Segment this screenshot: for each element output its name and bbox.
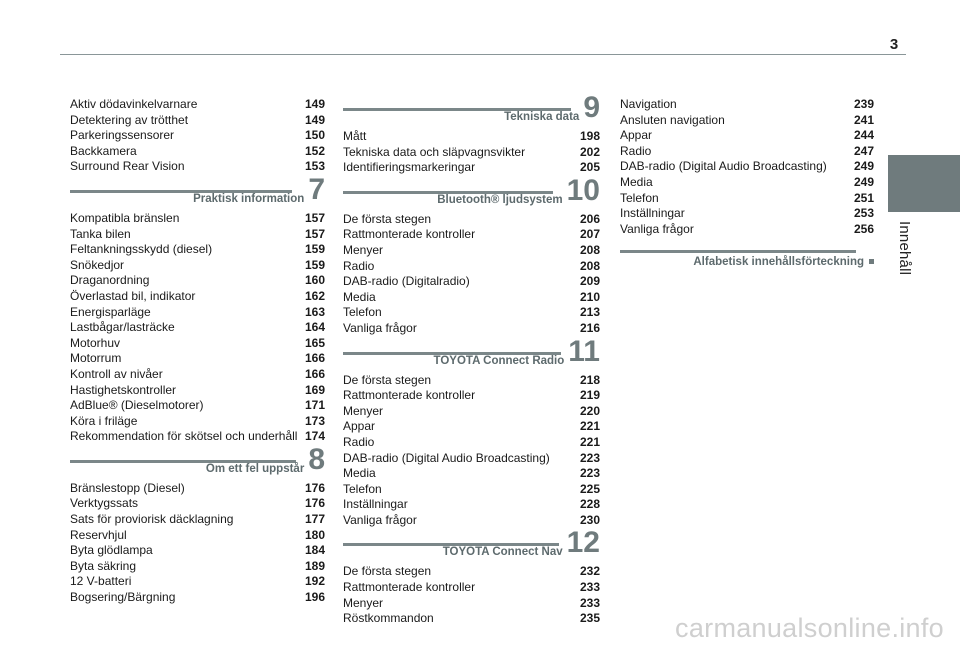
- toc-entry-page: 159: [304, 242, 325, 257]
- toc-entry-label: Motorhuv: [70, 335, 121, 350]
- toc-entry-page: 157: [304, 210, 325, 225]
- toc-entry-label: DAB-radio (Digital Audio Broadcasting): [343, 450, 550, 465]
- section-number: 7: [308, 172, 325, 206]
- toc-entry[interactable]: [70, 336, 325, 352]
- toc-entry[interactable]: [70, 144, 325, 160]
- toc-entry[interactable]: [70, 398, 325, 414]
- section-title: TOYOTA Connect Radio: [433, 354, 565, 367]
- toc-entry[interactable]: [343, 482, 600, 498]
- toc-entry[interactable]: [620, 222, 874, 238]
- top-rule: [60, 54, 906, 55]
- toc-entry-label: Rekommendation för skötsel och underhåll: [70, 429, 298, 444]
- toc-entry[interactable]: [620, 175, 874, 191]
- toc-entry[interactable]: [70, 429, 325, 445]
- toc-entry-label: Radio: [343, 258, 375, 273]
- toc-entry-page: 159: [304, 257, 325, 272]
- toc-entry[interactable]: [70, 273, 325, 289]
- toc-entry-label: Draganordning: [70, 273, 150, 288]
- toc-entry-label: Feltankningsskydd (diesel): [70, 242, 213, 257]
- toc-entry[interactable]: [70, 242, 325, 258]
- toc-entry-label: De första stegen: [343, 211, 432, 226]
- toc-entry-label: Telefon: [343, 305, 382, 320]
- toc-entry-label: Överlastad bil, indikator: [70, 288, 196, 303]
- chapter-tab: [888, 155, 960, 212]
- toc-entry[interactable]: [343, 404, 600, 420]
- toc-entry-page: 165: [304, 335, 325, 350]
- toc-entry-label: Energisparläge: [70, 304, 151, 319]
- section-number: 11: [568, 334, 600, 368]
- toc-entry[interactable]: [343, 513, 600, 529]
- toc-entry-label: Radio: [620, 143, 652, 158]
- chapter-tab-label: Innehåll: [896, 221, 913, 276]
- toc-entry-page: 166: [304, 366, 325, 381]
- toc-entry-label: Tekniska data och släpvagnsvikter: [343, 144, 526, 159]
- toc-entry-label: Telefon: [343, 481, 382, 496]
- toc-entry[interactable]: [343, 611, 600, 627]
- toc-entry-page: 253: [853, 206, 874, 221]
- toc-entry-label: Reservhjul: [70, 527, 127, 542]
- toc-entry[interactable]: [70, 528, 325, 544]
- toc-entry[interactable]: [70, 367, 325, 383]
- toc-entry[interactable]: [620, 128, 874, 144]
- toc-entry-label: Köra i friläge: [70, 413, 138, 428]
- toc-entry-page: 223: [579, 450, 600, 465]
- toc-entry-label: Bränslestopp (Diesel): [70, 480, 185, 495]
- toc-entry-page: 221: [579, 434, 600, 449]
- toc-entry[interactable]: [343, 305, 600, 321]
- toc-entry-page: 171: [304, 398, 325, 413]
- toc-entry-label: Vanliga frågor: [343, 512, 417, 527]
- toc-entry-page: 216: [579, 320, 600, 335]
- section-header: [70, 442, 325, 479]
- toc-entry-page: 210: [579, 289, 600, 304]
- section-header: [343, 526, 600, 562]
- toc-entry-label: Bogsering/Bärgning: [70, 590, 176, 605]
- toc-entry[interactable]: [620, 97, 874, 113]
- toc-entry[interactable]: [620, 191, 874, 207]
- toc-entry[interactable]: [620, 159, 874, 175]
- toc-entry-label: DAB-radio (Digitalradio): [343, 274, 470, 289]
- toc-entry-page: 176: [304, 480, 325, 495]
- toc-entry-label: Telefon: [620, 190, 659, 205]
- toc-entry-label: Hastighetskontroller: [70, 382, 177, 397]
- toc-entry[interactable]: [70, 512, 325, 528]
- toc-column-3: [620, 97, 874, 271]
- toc-entry-page: 233: [579, 580, 600, 595]
- end-square-icon: [869, 259, 874, 264]
- toc-entry[interactable]: [343, 388, 600, 404]
- toc-entry-page: 162: [304, 288, 325, 303]
- toc-entry-page: 207: [579, 227, 600, 242]
- section-rule: [620, 250, 856, 253]
- toc-entry-page: 230: [579, 512, 600, 527]
- toc-entry[interactable]: [70, 414, 325, 430]
- toc-entry-page: 233: [579, 595, 600, 610]
- toc-entry[interactable]: [343, 497, 600, 513]
- toc-entry-label: Verktygssats: [70, 496, 139, 511]
- toc-entry-label: Snökedjor: [70, 257, 125, 272]
- toc-entry[interactable]: [70, 211, 325, 227]
- toc-entry[interactable]: [343, 274, 600, 290]
- toc-entry-page: 208: [579, 258, 600, 273]
- toc-entry-page: 149: [304, 112, 325, 127]
- toc-entry[interactable]: [343, 321, 600, 337]
- toc-entry-page: 235: [579, 611, 600, 626]
- alphabetical-index-title: [693, 256, 874, 268]
- toc-entry-label: Parkeringssensorer: [70, 128, 175, 143]
- toc-entry-label: Sats för proviorisk däcklagning: [70, 512, 234, 527]
- toc-entry-label: Media: [343, 466, 376, 481]
- toc-entry-page: 239: [853, 97, 874, 111]
- toc-entry[interactable]: [70, 128, 325, 144]
- toc-entry[interactable]: [343, 129, 600, 145]
- toc-entry-label: Inställningar: [620, 206, 685, 221]
- toc-entry-page: 220: [579, 403, 600, 418]
- section-header: [343, 91, 600, 127]
- toc-entry[interactable]: [343, 451, 600, 467]
- toc-entry-label: Navigation: [620, 97, 677, 111]
- toc-entry-label: Aktiv dödavinkelvarnare: [70, 97, 198, 111]
- toc-entry[interactable]: [70, 351, 325, 367]
- toc-entry-page: 219: [579, 388, 600, 403]
- toc-entry-label: De första stegen: [343, 372, 432, 387]
- toc-entry-page: 209: [579, 274, 600, 289]
- section-header: [343, 334, 600, 371]
- toc-entry-page: 196: [304, 590, 325, 605]
- toc-entry[interactable]: [70, 590, 325, 606]
- section-number: 8: [308, 442, 325, 476]
- toc-entry-page: 251: [853, 190, 874, 205]
- toc-entry-label: De första stegen: [343, 564, 432, 579]
- toc-entry-page: 153: [304, 159, 325, 174]
- toc-entry-page: 176: [304, 496, 325, 511]
- toc-entry[interactable]: [70, 258, 325, 274]
- toc-entry-label: Byta glödlampa: [70, 543, 153, 558]
- toc-entry-page: 206: [579, 211, 600, 226]
- toc-entry-page: 205: [579, 160, 600, 175]
- toc-entry-label: Vanliga frågor: [343, 320, 417, 335]
- toc-entry-page: 174: [304, 429, 325, 444]
- toc-entry-page: 228: [579, 497, 600, 512]
- toc-entry-label: Byta säkring: [70, 558, 137, 573]
- toc-entry-label: Media: [343, 289, 376, 304]
- section-number: 10: [566, 173, 600, 207]
- toc-entry-label: Vanliga frågor: [620, 221, 694, 236]
- toc-entry-label: Identifieringsmarkeringar: [343, 160, 476, 175]
- toc-entry-label: Detektering av trötthet: [70, 112, 189, 127]
- section-header: [343, 173, 600, 210]
- toc-entry-label: Menyer: [343, 242, 384, 257]
- watermark: carmanualsonline.info: [675, 613, 944, 643]
- toc-entry-page: 169: [304, 382, 325, 397]
- alphabetical-index-label: Alfabetisk innehållsförteckning: [693, 256, 864, 269]
- toc-entry[interactable]: [70, 574, 325, 590]
- toc-entry-page: 150: [304, 128, 325, 143]
- toc-entry-label: Surround Rear Vision: [70, 159, 185, 174]
- toc-entry-page: 164: [304, 320, 325, 335]
- toc-entry[interactable]: [343, 564, 600, 580]
- toc-entry-label: Inställningar: [343, 497, 408, 512]
- section-title: Bluetooth® ljudsystem: [437, 193, 563, 206]
- toc-entry-page: 202: [579, 144, 600, 159]
- toc-entry-page: 198: [579, 129, 600, 143]
- section-title: Om ett fel uppstår: [205, 462, 305, 475]
- toc-entry-page: 223: [579, 466, 600, 481]
- toc-entry[interactable]: [70, 559, 325, 575]
- toc-entry[interactable]: [620, 113, 874, 129]
- toc-entry-label: 12 V-batteri: [70, 574, 132, 589]
- toc-entry-page: 225: [579, 481, 600, 496]
- toc-entry[interactable]: [343, 466, 600, 482]
- toc-entry-label: Kompatibla bränslen: [70, 210, 180, 225]
- toc-entry-label: Radio: [343, 434, 375, 449]
- toc-entry-page: 180: [304, 527, 325, 542]
- section-title: Tekniska data: [504, 111, 580, 123]
- toc-entry-page: 213: [579, 305, 600, 320]
- toc-entry[interactable]: [343, 435, 600, 451]
- toc-entry-page: 177: [304, 512, 325, 527]
- section-number: 9: [583, 91, 600, 124]
- toc-entry-page: 232: [579, 564, 600, 579]
- toc-entry-page: 166: [304, 351, 325, 366]
- toc-entry-page: 184: [304, 543, 325, 558]
- toc-entry-page: 218: [579, 372, 600, 387]
- toc-entry-label: Menyer: [343, 595, 384, 610]
- toc-entry-label: Backkamera: [70, 143, 137, 158]
- toc-column-2: [343, 91, 600, 627]
- toc-entry[interactable]: [343, 290, 600, 306]
- section-number: 12: [566, 526, 600, 560]
- toc-entry[interactable]: [343, 243, 600, 259]
- toc-entry-label: Mått: [343, 129, 367, 143]
- toc-entry-label: Rattmonterade kontroller: [343, 227, 476, 242]
- section-title: TOYOTA Connect Nav: [442, 546, 563, 559]
- toc-entry[interactable]: [70, 97, 325, 113]
- toc-entry-page: 208: [579, 242, 600, 257]
- toc-entry[interactable]: [70, 227, 325, 243]
- toc-entry-label: AdBlue® (Dieselmotorer): [70, 398, 204, 413]
- toc-entry[interactable]: [343, 373, 600, 389]
- toc-entry-label: Menyer: [343, 403, 384, 418]
- toc-entry-page: 189: [304, 558, 325, 573]
- page-number: 3: [889, 36, 899, 53]
- toc-entry-label: Kontroll av nivåer: [70, 366, 163, 381]
- toc-entry[interactable]: [343, 580, 600, 596]
- toc-entry[interactable]: [70, 481, 325, 497]
- toc-entry-page: 152: [304, 143, 325, 158]
- toc-entry[interactable]: [343, 419, 600, 435]
- toc-entry-label: Tanka bilen: [70, 226, 131, 241]
- toc-entry[interactable]: [343, 145, 600, 161]
- toc-entry-page: 249: [853, 174, 874, 189]
- toc-entry[interactable]: [70, 320, 325, 336]
- toc-entry-page: 247: [853, 143, 874, 158]
- toc-entry-page: 163: [304, 304, 325, 319]
- toc-entry-page: 157: [304, 226, 325, 241]
- alphabetical-index-header: [620, 247, 874, 271]
- toc-entry[interactable]: [70, 159, 325, 175]
- toc-entry-label: Lastbågar/lasträcke: [70, 320, 175, 335]
- toc-entry-page: 241: [853, 112, 874, 127]
- toc-entry-page: 192: [304, 574, 325, 589]
- toc-entry[interactable]: [70, 543, 325, 559]
- toc-entry-label: Appar: [620, 128, 653, 143]
- toc-entry-label: Rattmonterade kontroller: [343, 580, 476, 595]
- toc-entry[interactable]: [343, 212, 600, 228]
- toc-column-1: [70, 97, 325, 606]
- toc-entry[interactable]: [70, 305, 325, 321]
- toc-entry[interactable]: [620, 206, 874, 222]
- toc-entry-page: 244: [853, 128, 874, 143]
- toc-entry[interactable]: [343, 227, 600, 243]
- toc-entry-page: 160: [304, 273, 325, 288]
- toc-entry-page: 173: [304, 413, 325, 428]
- toc-entry[interactable]: [70, 496, 325, 512]
- toc-entry-page: 149: [304, 97, 325, 111]
- toc-entry-page: 256: [853, 221, 874, 236]
- toc-entry[interactable]: [70, 383, 325, 399]
- toc-entry-label: Media: [620, 174, 653, 189]
- toc-entry-page: 221: [579, 419, 600, 434]
- toc-entry[interactable]: [343, 259, 600, 275]
- toc-entry-page: 249: [853, 159, 874, 174]
- toc-entry-label: Appar: [343, 419, 376, 434]
- toc-entry[interactable]: [343, 596, 600, 612]
- section-header: [70, 172, 325, 209]
- toc-entry-label: Röstkommandon: [343, 611, 434, 626]
- section-title: Praktisk information: [193, 192, 305, 205]
- toc-entry-label: Motorrum: [70, 351, 122, 366]
- toc-entry[interactable]: [343, 160, 600, 176]
- toc-entry-label: Rattmonterade kontroller: [343, 388, 476, 403]
- toc-entry[interactable]: [70, 113, 325, 129]
- toc-entry-label: DAB-radio (Digital Audio Broadcasting): [620, 159, 827, 174]
- toc-entry[interactable]: [620, 144, 874, 160]
- toc-entry-label: Ansluten navigation: [620, 112, 725, 127]
- toc-entry[interactable]: [70, 289, 325, 305]
